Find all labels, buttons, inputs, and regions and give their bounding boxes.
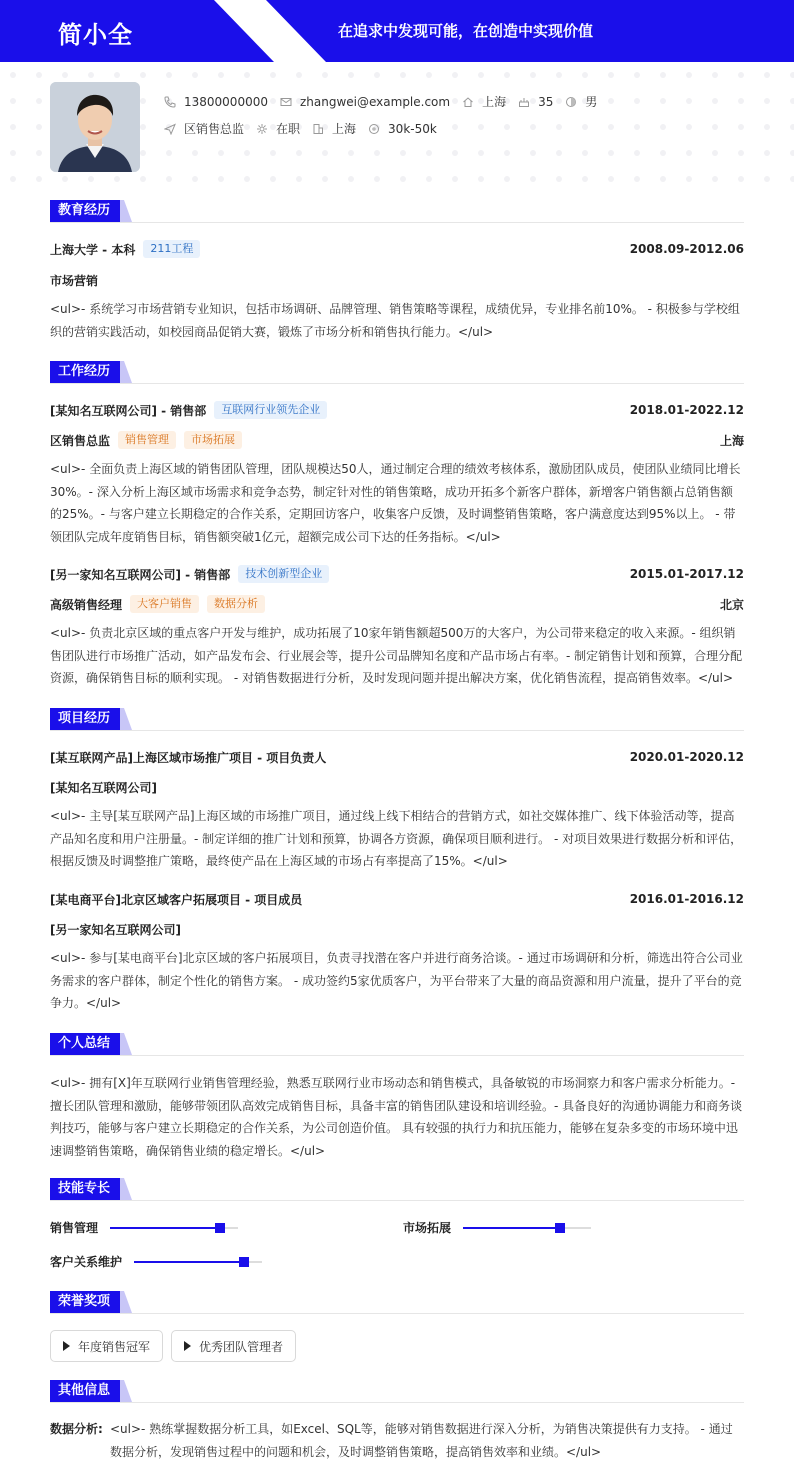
skill-name: 销售管理 xyxy=(50,1221,99,1235)
project-org: [另一家知名互联网公司] xyxy=(50,922,181,937)
avatar xyxy=(50,82,140,172)
skill-tag: 大客户销售 xyxy=(130,595,199,613)
other-info xyxy=(50,1418,744,1463)
location-item xyxy=(462,93,506,110)
award-label: 年度销售冠军 xyxy=(78,1339,151,1354)
location-text: 上海 xyxy=(482,95,507,109)
skill-level-fill xyxy=(134,1261,249,1263)
skill-name: 市场拓展 xyxy=(403,1221,452,1235)
section-divider xyxy=(50,1402,744,1403)
project-period: 2016.01-2016.12 xyxy=(629,892,744,906)
other-description: <ul>- 熟练掌握数据分析工具，如Excel、SQL等，能够对销售数据进行深入分析，为销售决策提供有力支持。 - 通过数据分析，发现销售过程中的问题和机会，及时调整销售策略，提高销售效率和业绩。</ul> xyxy=(110,1422,733,1459)
section-tail xyxy=(120,361,132,383)
summary-description: <ul>- 拥有[X]年互联网行业销售管理经验，熟悉互联网行业市场动态和销售模式，具备敏锐的市场洞察力和客户需求分析能力。- 擅长团队管理和激励，能够带领团队高效完成销售目标，具备丰富的销售团队建设和培训经验。- 具备良好的沟通协调能力和商务谈判技巧，能够与客户建立长期稳定的合作关系，为公司创造价值。 具有较强的执行力和抗压能力，能够在复杂多变的市场环境中迅速调整销售策略，确保销售业绩的稳定增长。</ul> xyxy=(50,1076,743,1158)
mail-icon xyxy=(280,96,292,108)
phone-icon xyxy=(164,96,176,108)
home-icon xyxy=(462,96,474,108)
section-divider xyxy=(50,222,744,223)
phone-text: 13800000000 xyxy=(184,94,268,109)
section-awards xyxy=(50,1291,744,1313)
section-work xyxy=(50,361,744,383)
building-icon xyxy=(312,123,324,135)
project-item-header xyxy=(50,746,744,768)
project-name: [某互联网产品]上海区域市场推广项目 - 项目负责人 xyxy=(50,750,327,765)
section-title: 工作经历 xyxy=(50,361,120,383)
section-tail xyxy=(120,1178,132,1200)
skill-level-fill xyxy=(110,1227,225,1229)
section-tail xyxy=(120,1291,132,1313)
project-org: [某知名互联网公司] xyxy=(50,780,157,795)
position-item xyxy=(164,120,244,137)
motto: 在追求中发现可能，在创造中实现价值 xyxy=(338,22,594,40)
work-period: 2018.01-2022.12 xyxy=(629,403,744,417)
school-name: 上海大学 - 本科 xyxy=(50,242,136,257)
section-other xyxy=(50,1380,744,1402)
role-title: 高级销售经理 xyxy=(50,597,123,612)
skill-tag: 销售管理 xyxy=(118,431,176,449)
gender-icon xyxy=(565,96,577,108)
salary-item xyxy=(368,122,437,136)
position-text: 区销售总监 xyxy=(184,122,245,136)
section-projects xyxy=(50,708,744,730)
work-city: 北京 xyxy=(719,597,744,612)
major: 市场营销 xyxy=(50,273,99,288)
skill-tag: 市场拓展 xyxy=(184,431,242,449)
gear-icon xyxy=(256,123,268,135)
skill-level-bar xyxy=(110,1227,238,1229)
other-label: 数据分析: xyxy=(50,1422,103,1436)
section-skills xyxy=(50,1178,744,1200)
work-item-header xyxy=(50,563,744,585)
education-header xyxy=(50,238,744,260)
section-divider xyxy=(50,1055,744,1056)
section-education xyxy=(50,200,744,222)
company-name: [另一家知名互联网公司] - 销售部 xyxy=(50,567,231,582)
role-title: 区销售总监 xyxy=(50,433,111,448)
school-tag: 211工程 xyxy=(143,240,200,258)
project-org-row xyxy=(50,918,744,940)
skill-level-knob xyxy=(215,1223,225,1233)
work-item-role-row xyxy=(50,593,744,615)
education-description: <ul>- 系统学习市场营销专业知识，包括市场调研、品牌管理、销售策略等课程，成绩优异，专业排名前10%。 - 积极参与学校组织的营销实践活动，如校园商品促销大赛，锻炼了市场分析和销售执行能力。</ul> xyxy=(50,302,740,339)
skill-level-bar xyxy=(134,1261,262,1263)
skill-level-knob xyxy=(239,1257,249,1267)
work-item-header xyxy=(50,399,744,421)
section-summary xyxy=(50,1033,744,1055)
section-title: 教育经历 xyxy=(50,200,120,222)
section-divider xyxy=(50,1200,744,1201)
section-divider xyxy=(50,383,744,384)
project-item-header xyxy=(50,888,744,910)
section-tail xyxy=(120,708,132,730)
work-description: <ul>- 全面负责上海区域的销售团队管理，团队规模达50人，通过制定合理的绩效考核体系，激励团队成员，使团队业绩同比增长30%。- 深入分析上海区域市场需求和竞争态势，制定针对性的销售策略，成功开拓多个新客户群体，新增客户销售额占总销售额的25%。- 与客户建立长期稳定的合作关系，定期回访客户，收集客户反馈，及时调整销售策略，客户满意度达到95%以上。 - 带领团队完成年度销售目标，销售额突破1亿元，超额完成公司下达的任务指标。</ul> xyxy=(50,462,741,544)
skill-name: 客户关系维护 xyxy=(50,1255,123,1269)
play-icon xyxy=(63,1341,70,1351)
send-icon xyxy=(164,123,176,135)
contact-row-1 xyxy=(164,93,609,110)
section-title: 项目经历 xyxy=(50,708,120,730)
skill-item xyxy=(50,1219,238,1236)
section-title: 个人总结 xyxy=(50,1033,120,1055)
work-city: 上海 xyxy=(719,433,744,448)
company-tag: 技术创新型企业 xyxy=(238,565,329,583)
status-text: 在职 xyxy=(276,122,301,136)
section-title: 其他信息 xyxy=(50,1380,120,1402)
education-period: 2008.09-2012.06 xyxy=(629,242,744,256)
section-divider xyxy=(50,1313,744,1314)
company-tag: 互联网行业领先企业 xyxy=(214,401,327,419)
work-description: <ul>- 负责北京区域的重点客户开发与维护，成功拓展了10家年销售额超500万的大客户，为公司带来稳定的收入来源。- 组织销售团队进行市场推广活动，如产品发布会、行业展会等，提升公司品牌知名度和产品市场占有率。- 制定销售计划和预算，合理分配资源，确保销售目标的顺利实现。 - 对销售数据进行分析，及时发现问题并提出解决方案，优化销售流程，提高销售效率。</ul> xyxy=(50,626,743,685)
education-major-row xyxy=(50,269,744,291)
skill-level-knob xyxy=(555,1223,565,1233)
age-item xyxy=(518,95,553,109)
project-description: <ul>- 参与[某电商平台]北京区域的客户拓展项目，负责寻找潜在客户并进行商务洽谈。- 通过市场调研和分析，筛选出符合公司业务需求的客户群体，制定个性化的销售方案。 - 成功签约5家优质客户，为平台带来了大量的商品资源和用户流量，提升了平台的竞争力。</ul> xyxy=(50,951,743,1010)
target-city-item xyxy=(312,120,356,137)
work-period: 2015.01-2017.12 xyxy=(629,567,744,581)
award-item xyxy=(50,1330,163,1362)
age-text: 35 xyxy=(538,94,554,109)
status-item xyxy=(256,120,300,137)
award-label: 优秀团队管理者 xyxy=(199,1339,284,1354)
email-text: zhangwei@example.com xyxy=(299,94,451,109)
section-title: 荣誉奖项 xyxy=(50,1291,120,1313)
contact-row-2 xyxy=(164,120,449,137)
play-icon xyxy=(184,1341,191,1351)
gender-text: 男 xyxy=(585,95,598,109)
phone-item xyxy=(164,95,268,109)
target-city-text: 上海 xyxy=(332,122,357,136)
project-org-row xyxy=(50,776,744,798)
salary-text: 30k-50k xyxy=(388,121,437,136)
skill-tag: 数据分析 xyxy=(207,595,265,613)
cake-icon xyxy=(518,96,530,108)
section-tail xyxy=(120,200,132,222)
skill-item xyxy=(50,1253,262,1270)
header-bar xyxy=(0,0,794,62)
candidate-name: 简小全 xyxy=(58,21,133,49)
section-title: 技能专长 xyxy=(50,1178,120,1200)
project-period: 2020.01-2020.12 xyxy=(629,750,744,764)
award-item xyxy=(171,1330,296,1362)
skill-level-fill xyxy=(463,1227,565,1229)
section-tail xyxy=(120,1380,132,1402)
coin-icon xyxy=(368,123,380,135)
company-name: [某知名互联网公司] - 销售部 xyxy=(50,403,207,418)
section-tail xyxy=(120,1033,132,1055)
skill-item xyxy=(403,1219,591,1236)
section-divider xyxy=(50,730,744,731)
skill-level-bar xyxy=(463,1227,591,1229)
project-description: <ul>- 主导[某互联网产品]上海区域的市场推广项目，通过线上线下相结合的营销方式，如社交媒体推广、线下体验活动等，提高产品知名度和用户注册量。- 制定详细的推广计划和预算，协调各方资源，确保项目顺利进行。 - 对项目效果进行数据分析和评估，根据反馈及时调整推广策略，最终使产品在上海区域的市场占有率提高了15%。</ul> xyxy=(50,809,743,868)
project-name: [某电商平台]北京区域客户拓展项目 - 项目成员 xyxy=(50,892,303,907)
work-item-role-row xyxy=(50,429,744,451)
gender-item xyxy=(565,93,597,110)
email-item xyxy=(280,95,450,109)
